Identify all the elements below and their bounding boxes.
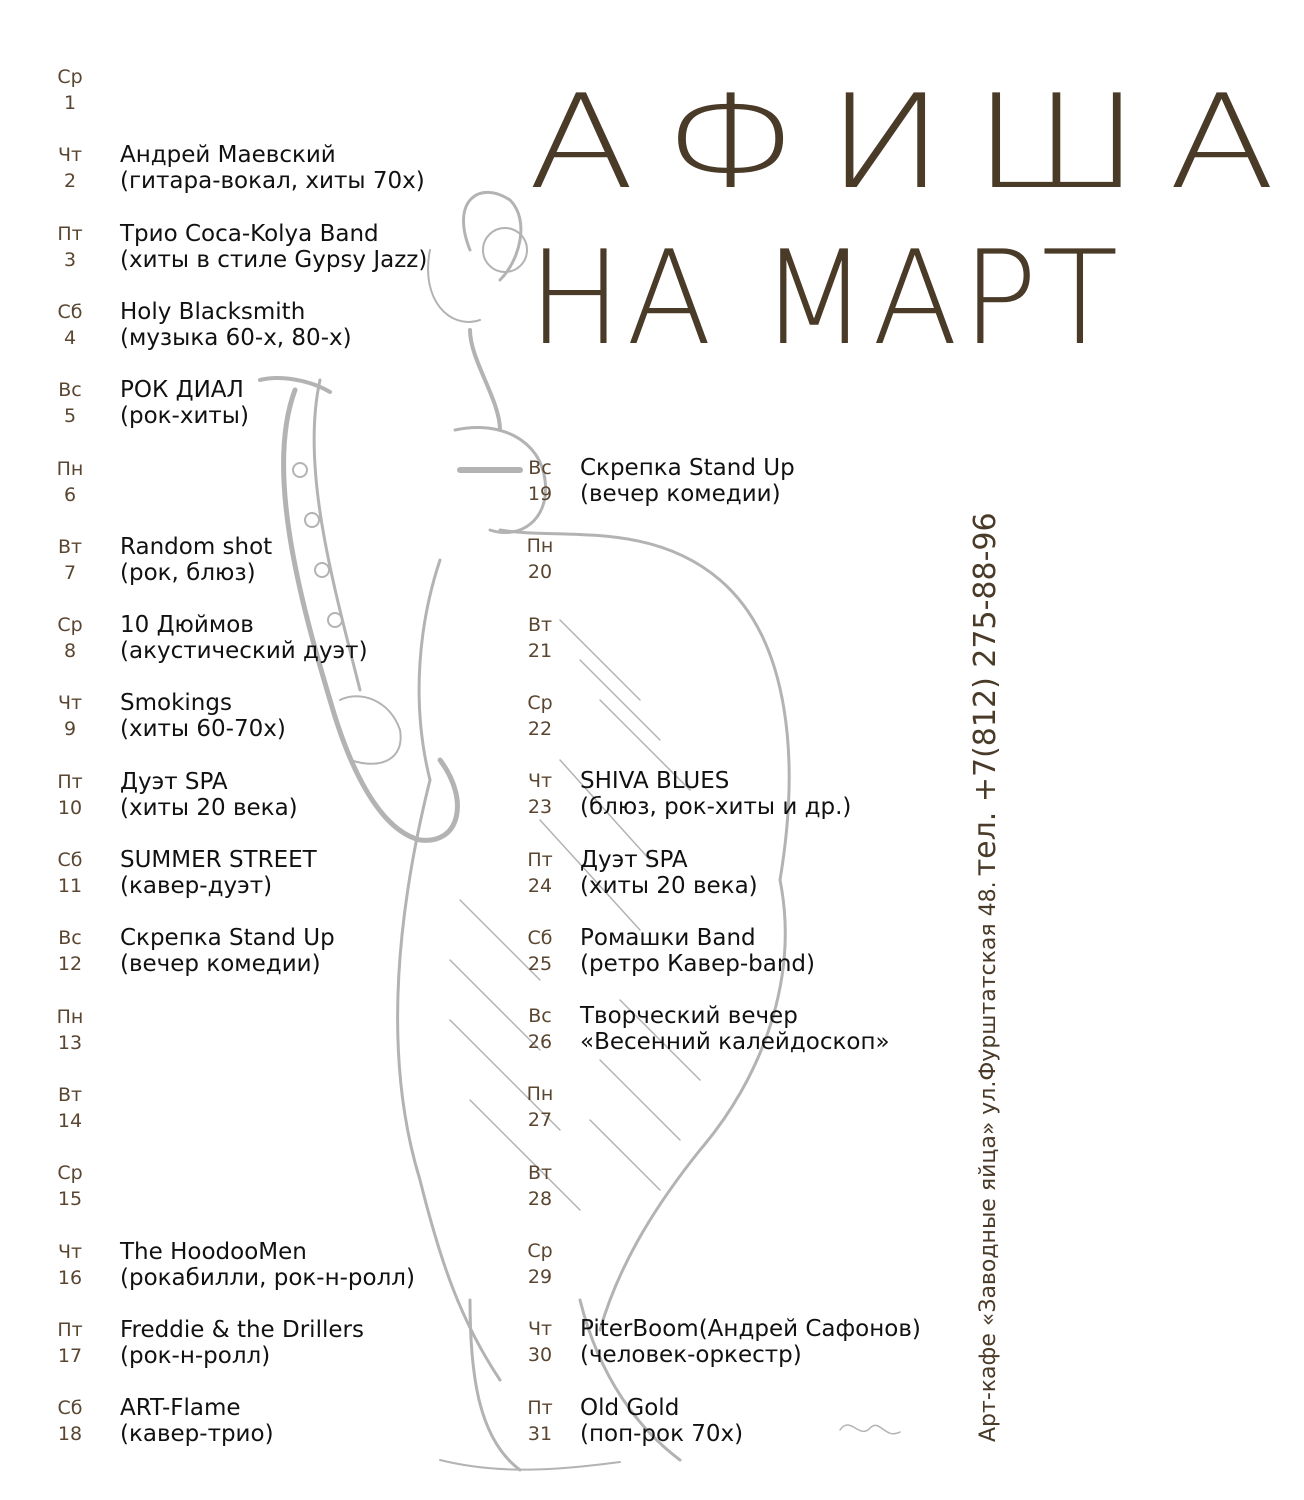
schedule-date [520, 533, 560, 585]
schedule-date [50, 221, 90, 273]
day-number: 5 [63, 405, 77, 428]
weekday-label: Сб [57, 1397, 83, 1420]
event-name: 10 Дюймов [120, 612, 254, 639]
day-number: 17 [57, 1344, 83, 1367]
event-description: (акустический дуэт) [120, 638, 368, 665]
day-number: 10 [57, 796, 83, 819]
event-info [120, 925, 335, 977]
day-number: 16 [57, 1266, 83, 1289]
weekday-label: Вс [528, 457, 552, 479]
event-name: Old Gold [580, 1394, 680, 1421]
weekday-label: Ср [57, 1162, 83, 1185]
event-name: Random shot [120, 533, 273, 560]
weekday-label: Пт [527, 848, 553, 871]
event-info [580, 847, 758, 899]
day-number: 19 [527, 483, 553, 505]
day-number: 12 [57, 953, 83, 976]
event-description: (кавер-трио) [120, 1421, 274, 1448]
schedule-date [50, 847, 90, 899]
event-info [120, 1395, 274, 1447]
weekday-label: Сб [57, 849, 83, 871]
event-name: Трио Coca-Kolya Band [120, 220, 379, 247]
event-name: Скрепка Stand Up [580, 455, 795, 481]
schedule-date [520, 1238, 560, 1290]
schedule-date [520, 1316, 560, 1368]
day-number: 6 [63, 483, 77, 506]
schedule-date [520, 925, 560, 977]
weekday-label: Ср [527, 1240, 553, 1262]
schedule-date [50, 690, 90, 742]
weekday-label: Пн [526, 1083, 554, 1106]
day-number: 8 [63, 640, 77, 663]
schedule-date [520, 455, 560, 507]
weekday-label: Пт [57, 222, 83, 245]
weekday-label: Пн [56, 1005, 84, 1028]
day-number: 7 [63, 561, 77, 584]
weekday-label: Пн [526, 535, 554, 558]
event-description: (рок-н-ролл) [120, 1342, 271, 1369]
event-info [580, 925, 815, 977]
day-number: 11 [57, 875, 83, 897]
day-number: 24 [527, 874, 553, 897]
schedule-date [50, 64, 90, 116]
schedule-date [50, 1395, 90, 1447]
event-description: (ретро Кавер-band) [580, 950, 815, 977]
event-info [120, 534, 272, 586]
schedule-date [50, 299, 90, 351]
event-description: (вечер комедии) [120, 951, 321, 978]
weekday-label: Ср [57, 66, 83, 88]
schedule-date [50, 612, 90, 664]
schedule-date [520, 1160, 560, 1212]
day-number: 31 [527, 1422, 553, 1445]
page-title-line-1: АФИША [528, 66, 1304, 218]
day-number: 30 [527, 1344, 553, 1367]
schedule-date [520, 768, 560, 820]
day-number: 4 [63, 326, 77, 349]
weekday-label: Вт [527, 613, 553, 636]
event-name: Скрепка Stand Up [120, 925, 335, 952]
event-info [120, 299, 352, 351]
day-number: 25 [527, 952, 553, 975]
schedule-date [520, 1081, 560, 1133]
event-description: (вечер комедии) [580, 481, 781, 507]
event-description: (хиты в стиле Gypsy Jazz) [120, 246, 428, 273]
event-name: Holy Blacksmith [120, 298, 306, 325]
day-number: 18 [57, 1423, 83, 1446]
event-info [580, 1003, 890, 1055]
event-description: (блюз, рок-хиты и др.) [580, 794, 852, 821]
event-name: Freddie & the Drillers [120, 1316, 364, 1343]
event-description: (кавер-дуэт) [120, 873, 273, 899]
day-number: 23 [527, 796, 553, 819]
weekday-label: Чт [57, 144, 83, 167]
weekday-label: Вс [528, 1005, 552, 1028]
schedule-date [520, 612, 560, 664]
weekday-label: Ср [527, 691, 553, 714]
event-description: (рок-хиты) [120, 403, 249, 430]
day-number: 15 [57, 1188, 83, 1211]
event-name: Smokings [120, 690, 232, 717]
weekday-label: Чт [57, 1240, 83, 1263]
day-number: 14 [57, 1109, 83, 1132]
weekday-label: Вт [527, 1161, 553, 1184]
weekday-label: Вт [57, 535, 83, 558]
schedule-date [50, 1317, 90, 1369]
event-name: The HoodooMen [120, 1238, 307, 1265]
event-description: (хиты 20 века) [580, 872, 758, 899]
event-name: ART-Flame [120, 1395, 241, 1422]
event-name: SUMMER STREET [120, 847, 317, 873]
weekday-label: Чт [527, 770, 553, 793]
weekday-label: Вт [57, 1083, 83, 1106]
schedule-date [520, 690, 560, 742]
page-title-line-2: НА МАРТ [528, 222, 1123, 374]
event-description: «Весенний калейдоскоп» [580, 1029, 890, 1056]
schedule-date [50, 534, 90, 586]
schedule-date [50, 1082, 90, 1134]
venue-address: Арт-кафе «Заводные яйца» ул.Фурштатская 48. [976, 881, 1001, 1442]
weekday-label: Пн [56, 457, 84, 480]
event-info [580, 1316, 921, 1368]
day-number: 21 [527, 639, 553, 662]
schedule-date [50, 925, 90, 977]
event-name: Андрей Маевский [120, 142, 336, 169]
event-name: Дуэт SPA [580, 846, 688, 873]
day-number: 29 [527, 1266, 553, 1288]
event-info [120, 769, 298, 821]
weekday-label: Ср [57, 614, 83, 637]
day-number: 13 [57, 1031, 83, 1054]
day-number: 27 [527, 1109, 553, 1132]
weekday-label: Пт [57, 770, 83, 793]
event-description: (хиты 20 века) [120, 794, 298, 821]
schedule-date [50, 142, 90, 194]
event-description: (человек-оркестр) [580, 1342, 802, 1369]
event-info [120, 221, 427, 273]
day-number: 1 [63, 92, 77, 114]
event-name: РОК ДИАЛ [120, 377, 244, 404]
day-number: 26 [527, 1031, 553, 1054]
contact-info [968, 512, 1003, 1442]
weekday-label: Сб [57, 300, 83, 323]
weekday-label: Сб [527, 926, 553, 949]
schedule-date [50, 377, 90, 429]
event-name: Ромашки Band [580, 924, 756, 951]
weekday-label: Чт [57, 692, 83, 715]
day-number: 20 [527, 561, 553, 584]
schedule-date [50, 769, 90, 821]
schedule-date [50, 1160, 90, 1212]
event-info [120, 377, 249, 429]
schedule-date [50, 456, 90, 508]
schedule-date [520, 1003, 560, 1055]
event-info [580, 1395, 743, 1447]
event-name: Дуэт SPA [120, 768, 228, 795]
event-description: (хиты 60-70х) [120, 716, 286, 743]
event-info [580, 455, 795, 507]
event-info [120, 142, 425, 194]
event-description: (гитара-вокал, хиты 70х) [120, 168, 425, 195]
event-description: (рок, блюз) [120, 559, 256, 586]
day-number: 3 [63, 248, 77, 271]
event-info [120, 612, 368, 664]
event-name: Творческий вечер [580, 1003, 798, 1030]
weekday-label: Вс [58, 379, 82, 402]
venue-phone: тел. +7(812) 275-88-96 [968, 512, 1003, 877]
day-number: 22 [527, 717, 553, 740]
event-description: (поп-рок 70х) [580, 1420, 744, 1447]
event-description: (рокабилли, рок-н-ролл) [120, 1264, 415, 1291]
weekday-label: Вс [58, 927, 82, 950]
day-number: 9 [63, 718, 77, 741]
weekday-label: Пт [57, 1318, 83, 1341]
schedule-date [520, 847, 560, 899]
schedule-date [520, 1395, 560, 1447]
event-info [120, 1317, 364, 1369]
event-name: PiterBoom(Андрей Сафонов) [580, 1316, 921, 1343]
event-info [120, 690, 286, 742]
weekday-label: Чт [527, 1318, 553, 1341]
event-info [580, 768, 851, 820]
schedule-date [50, 1239, 90, 1291]
event-name: SHIVA BLUES [580, 768, 730, 795]
event-info [120, 1239, 415, 1291]
day-number: 28 [527, 1187, 553, 1210]
schedule-date [50, 1004, 90, 1056]
event-description: (музыка 60-х, 80-х) [120, 324, 352, 351]
weekday-label: Пт [527, 1396, 553, 1419]
event-info [120, 847, 317, 899]
day-number: 2 [63, 170, 77, 193]
